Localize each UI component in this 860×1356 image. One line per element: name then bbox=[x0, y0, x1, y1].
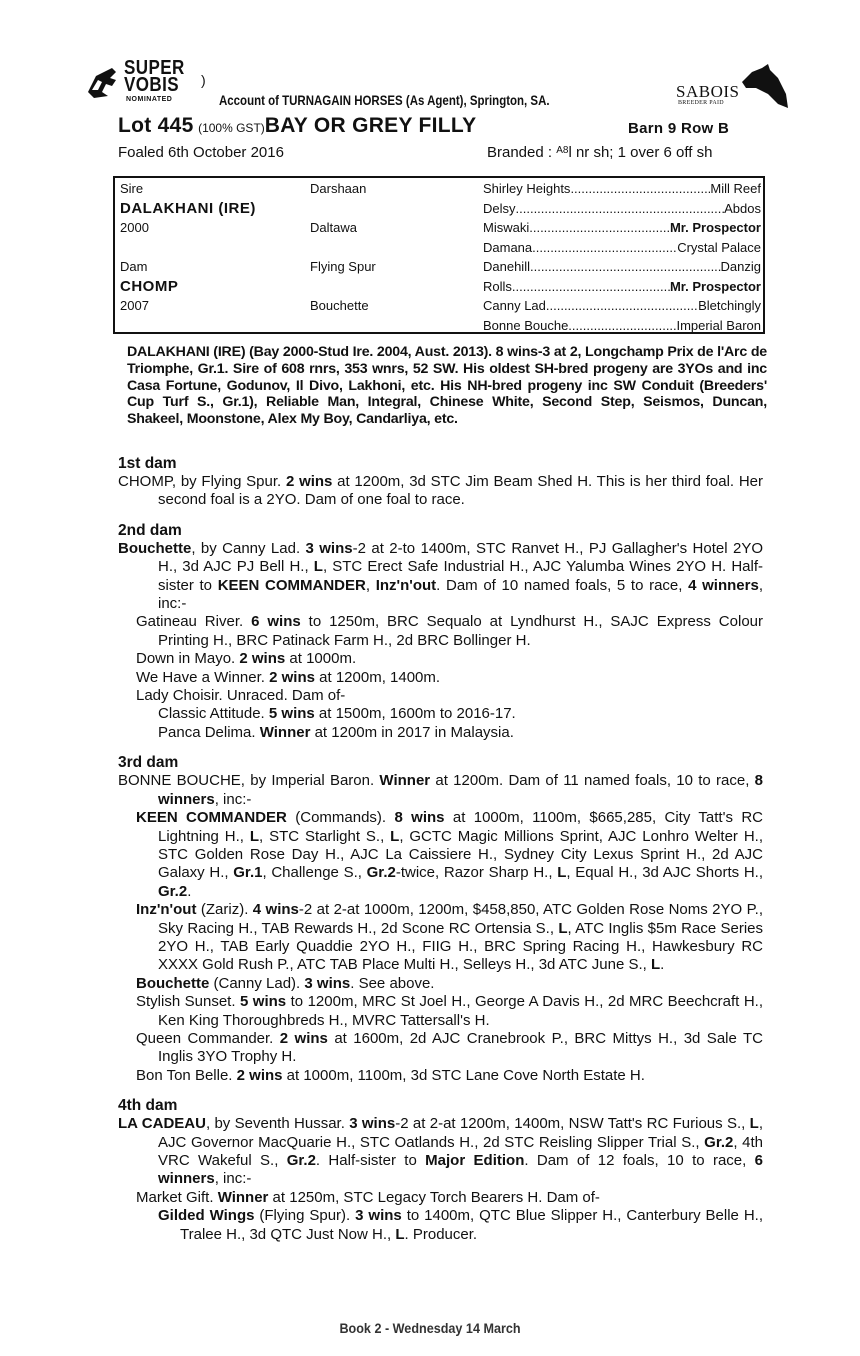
sabois-sub: BREEDER PAID bbox=[678, 100, 724, 106]
pedigree-cell: Dam bbox=[120, 259, 148, 274]
logo-line-2: VOBIS bbox=[124, 74, 180, 96]
dam-section bbox=[118, 455, 763, 510]
pedigree-cell: 2007 bbox=[120, 298, 149, 313]
pedigree-cell bbox=[310, 277, 470, 297]
pedigree-cell: Darshaan bbox=[310, 181, 367, 196]
dam-name: CHOMP bbox=[120, 277, 179, 295]
pedigree-entry: Gilded Wings (Flying Spur). 3 wins to 1400m, QTC Blue Slipper H., Canterbury Belle H., Tralee H., 3d QTC Just Now H., L. Producer. bbox=[158, 1207, 763, 1243]
logo-line-1: SUPER bbox=[124, 57, 185, 79]
pedigree-cell: Danehill ..... Danzig bbox=[483, 257, 761, 277]
pedigree-cell: Rolls ..... Mr. Prospector bbox=[483, 277, 761, 297]
pedigree-entry: We Have a Winner. 2 wins at 1200m, 1400m. bbox=[136, 668, 441, 686]
section-heading: 2nd dam bbox=[118, 521, 182, 539]
brand-mark: A8 bbox=[556, 145, 569, 156]
pedigree-cell: Delsy ..... Abdos bbox=[483, 199, 761, 219]
foaled-date: Foaled 6th October 2016 bbox=[118, 144, 284, 161]
super-vobis-logo bbox=[86, 58, 226, 110]
pedigree-entry: Stylish Sunset. 5 wins to 1200m, MRC St Joel H., George A Davis H., 2d MRC Beechcraft H., Ken King Thoroughbreds H., MVRC Tattersall's H. bbox=[136, 993, 763, 1029]
lot-title bbox=[118, 114, 476, 138]
sabois-logo bbox=[676, 64, 788, 110]
logo-line-3: NOMINATED bbox=[126, 96, 173, 103]
pedigree-entry: Queen Commander. 2 wins at 1600m, 2d AJC Cranebrook P., BRC Mittys H., 3d Sale TC Inglis 3YO Trophy H. bbox=[136, 1029, 763, 1066]
horse-head-silhouette-icon bbox=[738, 64, 788, 110]
section-heading: 4th dam bbox=[118, 1097, 178, 1115]
pedigree-cell: Bouchette bbox=[310, 298, 369, 313]
pedigree-entry: CHOMP, by Flying Spur. 2 wins at 1200m, 3d STC Jim Beam Shed H. This is her third foal. Her second foal is a 2YO. Dam of one foal to race. bbox=[118, 473, 763, 509]
pedigree-col-parents bbox=[120, 179, 300, 335]
pedigree-entry: LA CADEAU, by Seventh Hussar. 3 wins-2 at 2-at 1200m, 1400m, NSW Tatt's RC Furious S., L, AJC Governor MacQuarie H., STC Oatlands H., 2d STC Reisling Slipper Trial S., Gr.2, 4th VRC Wakeful S., Gr.2. Half-sister to Major Edition. Dam of 12 foals, 10 to race, 6 winners, inc:- bbox=[118, 1115, 764, 1188]
pedigree-entry: Panca Delima. Winner at 1200m in 2017 in Malaysia. bbox=[158, 723, 514, 741]
pedigree-entry: BONNE BOUCHE, by Imperial Baron. Winner at 1200m. Dam of 11 named foals, 10 to race, 8 winners, inc:- bbox=[118, 772, 763, 808]
sabois-name: SABOIS bbox=[676, 82, 740, 101]
dam-section bbox=[118, 1097, 763, 1244]
pedigree-cell: Shirley Heights ..... Mill Reef bbox=[483, 179, 761, 199]
pedigree-cell bbox=[120, 199, 300, 219]
pedigree-entry: Bon Ton Belle. 2 wins at 1000m, 1100m, 3d STC Lane Cove North Estate H. bbox=[136, 1066, 645, 1084]
brand-marks: Branded : $^{A8}$l nr sh; 1 over 6 off sh bbox=[487, 144, 713, 161]
lot-number: Lot 445 bbox=[118, 114, 194, 137]
page-footer: Book 2 - Wednesday 14 March bbox=[339, 1320, 521, 1336]
pedigree-entry: Bouchette (Canny Lad). 3 wins. See above. bbox=[136, 974, 435, 992]
pedigree-cell bbox=[310, 199, 470, 219]
pedigree-entry: Market Gift. Winner at 1250m, STC Legacy Torch Bearers H. Dam of- bbox=[136, 1188, 600, 1206]
pedigree-entry: Gatineau River. 6 wins to 1250m, BRC Sequalo at Lyndhurst H., SAJC Express Colour Printing H., BRC Patinack Farm H., 2d BRC Bollinger H. bbox=[136, 613, 763, 649]
dam-pedigree-notes bbox=[118, 455, 763, 1256]
sire-name: DALAKHANI (IRE) bbox=[120, 199, 256, 217]
pedigree-entry: KEEN COMMANDER (Commands). 8 wins at 1000m, 1100m, $665,285, City Tatt's RC Lightning H., L, STC Starlight S., L, GCTC Magic Millions Sprint, AJC Lonhro Welter H., STC Golden Rose Day H., AJC La Caissiere H., Sydney City Lexus Sprint H., 2d AJC Galaxy H., Gr.1, Challenge S., Gr.2-twice, Razor Sharp H., L, Equal H., 3d AJC Shorts H., Gr.2. bbox=[136, 809, 764, 900]
pedigree-cell bbox=[310, 316, 470, 336]
pedigree-cell: Canny Lad ..... Bletchingly bbox=[483, 296, 761, 316]
pedigree-cell: 2000 bbox=[120, 220, 149, 235]
pedigree-entry: Bouchette, by Canny Lad. 3 wins-2 at 2-to 1400m, STC Ranvet H., PJ Gallagher's Hotel 2YO H., 3d AJC PJ Bell H., L, STC Erect Safe Industrial H., AJC Yalumba Wines 2YO H. Half-sister to KEEN COMMANDER, Inz'n'out. Dam of 10 named foals, 5 to race, 4 winners, inc:- bbox=[118, 539, 763, 613]
pedigree-cell: Bonne Bouche ..... Imperial Baron bbox=[483, 316, 761, 336]
pedigree-entry: Inz'n'out (Zariz). 4 wins-2 at 2-at 1000m, 1200m, $458,850, ATC Golden Rose Noms 2YO P., Sky Racing H., TAB Rewards H., 2d Scone RC Ortensia S., L, ATC Inglis $5m Race Series 2YO H., TAB Early Quaddie 2YO H., FIIG H., BRC Spring Racing H., Hawkesbury RC XXXX Gold Rush P., ATC TAB Place Multi H., Selleys H., 3d ATC June S., L. bbox=[136, 901, 764, 974]
pedigree-entry: Classic Attitude. 5 wins at 1500m, 1600m to 2016-17. bbox=[158, 705, 516, 723]
pedigree-cell: Daltawa bbox=[310, 220, 357, 235]
vendor-account: Account of TURNAGAIN HORSES (As Agent), Springton, SA. bbox=[219, 92, 550, 108]
section-heading: 3rd dam bbox=[118, 754, 179, 772]
pedigree-cell: Sire bbox=[120, 181, 144, 196]
sire-summary: DALAKHANI (IRE) (Bay 2000-Stud Ire. 2004, Aust. 2013). 8 wins-3 at 2, Longchamp Prix de l'Arc de Triomphe, Gr.1. Sire of 608 rnrs, 353 wnrs, 52 SW. His oldest SH-bred progeny are 3YOs and inc Casa Fortune, Godunov, Il Divo, Lakhoni, etc. His NH-bred progeny inc SW Conduit (Breeders' Cup Turf S., Gr.1), Reliable Man, Integral, Chinese White, Second Step, Seismos, Duncan, Shakeel, Moonstone, Alex My Boy, Candarliya, etc. bbox=[127, 344, 767, 428]
dam-section bbox=[118, 522, 763, 742]
pedigree-cell bbox=[310, 238, 470, 258]
pedigree-entry: Down in Mayo. 2 wins at 1000m. bbox=[136, 650, 357, 668]
barn-location: Barn 9 Row B bbox=[628, 120, 730, 137]
pedigree-entry: Lady Choisir. Unraced. Dam of- bbox=[136, 687, 346, 705]
pedigree-col-grandparents bbox=[310, 179, 470, 335]
horse-description: BAY OR GREY FILLY bbox=[264, 114, 477, 137]
pedigree-cell: Miswaki ..... Mr. Prospector bbox=[483, 218, 761, 238]
pedigree-cell bbox=[120, 277, 300, 297]
pedigree-cell: Damana ..... Crystal Palace bbox=[483, 238, 761, 258]
pedigree-table bbox=[113, 176, 765, 334]
dam-section bbox=[118, 754, 763, 1085]
logo-paren: ) bbox=[201, 72, 206, 88]
pedigree-col-great-grandparents bbox=[483, 179, 761, 335]
gst-note: (100% GST) bbox=[198, 121, 265, 135]
horse-head-icon bbox=[86, 66, 122, 100]
pedigree-cell: Flying Spur bbox=[310, 259, 376, 274]
pedigree-cell bbox=[120, 238, 300, 258]
pedigree-cell bbox=[120, 316, 300, 336]
section-heading: 1st dam bbox=[118, 455, 177, 472]
